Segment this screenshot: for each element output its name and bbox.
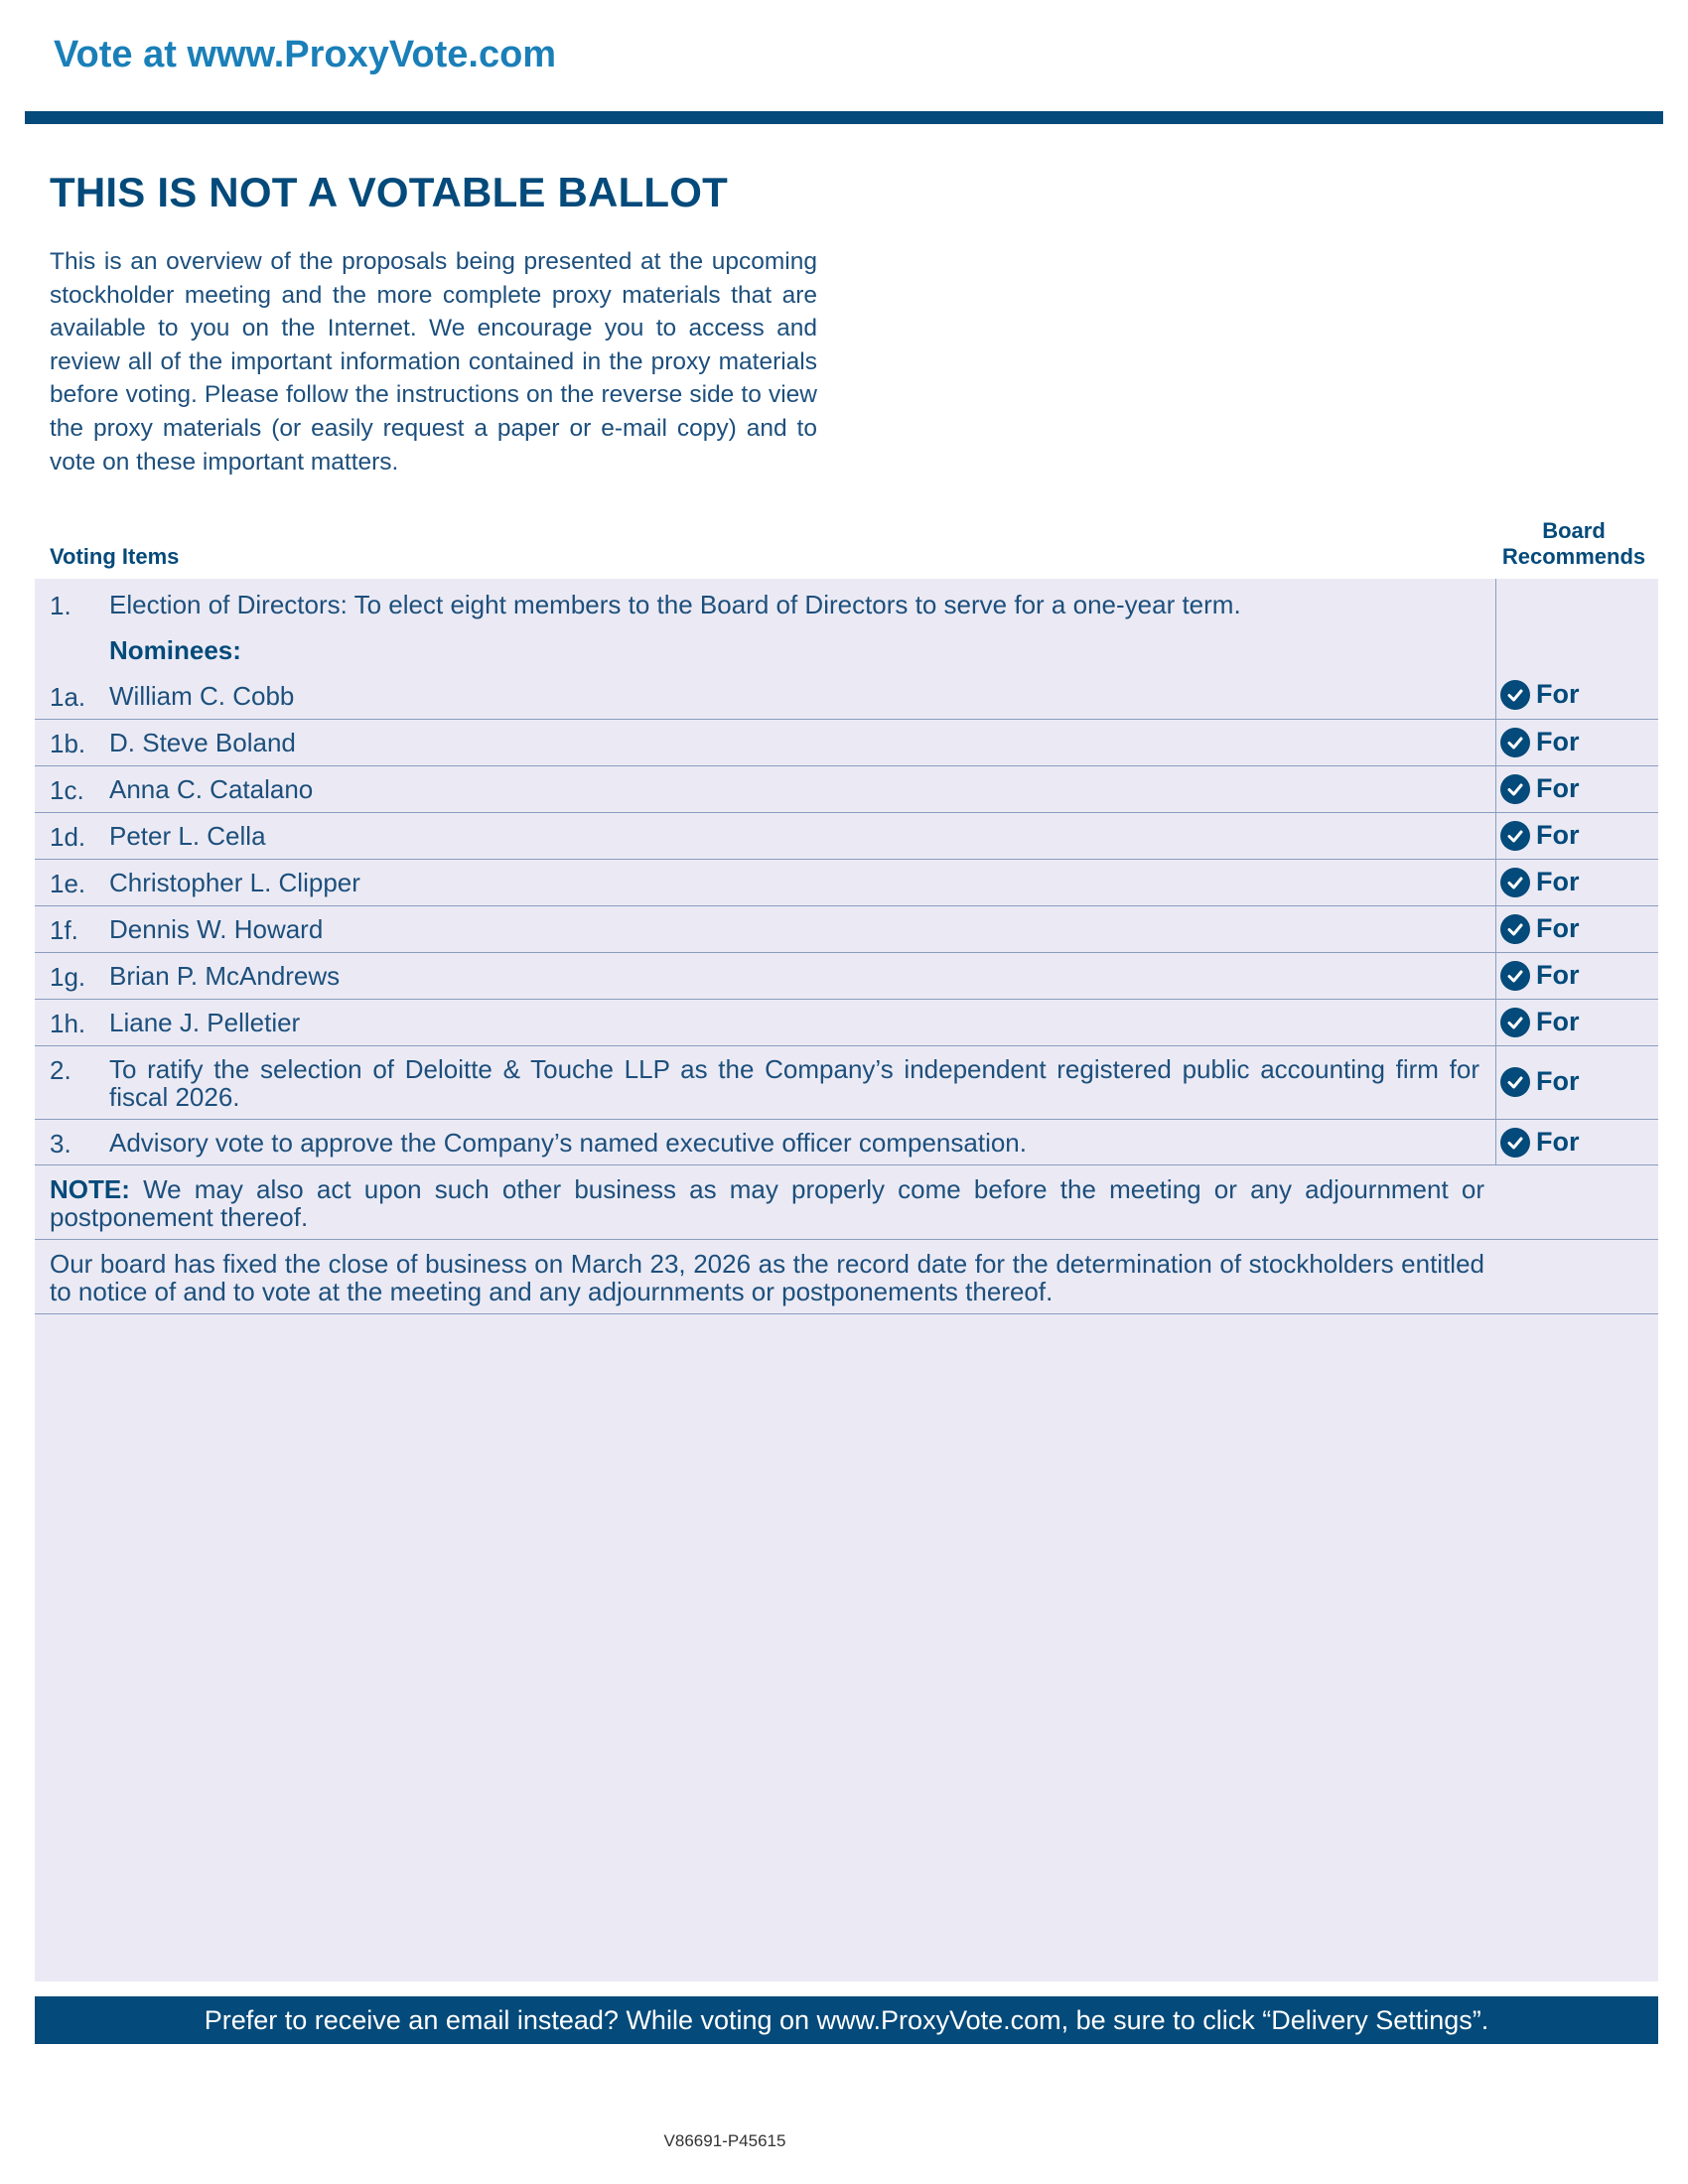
note-label: NOTE: <box>50 1174 130 1204</box>
nominee-number: 1h. <box>50 1009 86 1038</box>
proposal-number: 1. <box>50 591 71 620</box>
recommendation-label: For <box>1536 820 1580 850</box>
nominee-row <box>35 1000 1658 1046</box>
nominee-number: 1a. <box>50 682 86 712</box>
record-date-text: Our board has fixed the close of business on March 23, 2026 as the record date for the determination of stockholders entitled to notice of and to vote at the meeting and any adjournments or postponements thereof. <box>50 1249 1484 1306</box>
nominee-row <box>35 906 1658 953</box>
header-rule <box>25 111 1663 124</box>
proposal-2-row <box>35 1046 1658 1120</box>
nominees-label: Nominees: <box>109 635 241 665</box>
checkmark-icon <box>1500 821 1530 851</box>
note-row <box>35 1165 1658 1240</box>
recommendation-label: For <box>1536 867 1580 896</box>
nominee-row <box>35 720 1658 766</box>
board-recommendation <box>1500 913 1580 944</box>
document-code: V86691-P45615 <box>663 2131 786 2150</box>
board-recommendation <box>1500 1007 1580 1037</box>
delivery-settings-banner: Prefer to receive an email instead? While voting on www.ProxyVote.com, be sure to click “Delivery Settings”. <box>35 1996 1658 2044</box>
proposal-text: Election of Directors: To elect eight members to the Board of Directors to serve for a one-year term. <box>109 590 1241 619</box>
checkmark-icon <box>1500 1067 1530 1097</box>
proxyvote-link[interactable]: Vote at www.ProxyVote.com <box>54 34 557 75</box>
board-recommendation <box>1500 867 1580 897</box>
board-recommendation <box>1500 1066 1580 1097</box>
checkmark-icon <box>1500 728 1530 757</box>
nominee-name: Brian P. McAndrews <box>109 961 341 991</box>
recommendation-label: For <box>1536 679 1580 709</box>
nominee-number: 1g. <box>50 962 86 992</box>
proposal-number: 3. <box>50 1129 71 1159</box>
nominee-number: 1e. <box>50 869 86 898</box>
intro-paragraph: This is an overview of the proposals being presented at the upcoming stockholder meeting and the more complete proxy materials that are available to you on the Internet. We encourage you to access and review all of the important information contained in the proxy materials before voting. Please follow the instructions on the reverse side to view the proxy materials (or easily request a paper or e-mail copy) and to vote on these important matters. <box>50 248 817 476</box>
board-recommendation <box>1500 679 1580 710</box>
board-header-line1: Board <box>1542 518 1606 543</box>
board-header-line2: Recommends <box>1501 544 1646 569</box>
nominee-name: William C. Cobb <box>109 681 295 711</box>
proposal-text: To ratify the selection of Deloitte & Touche LLP as the Company’s independent registered public accounting firm for fiscal 2026. <box>109 1054 1479 1112</box>
nominee-number: 1c. <box>50 775 84 805</box>
checkmark-icon <box>1500 868 1530 897</box>
proposal-3-row <box>35 1120 1658 1165</box>
nominee-name: Dennis W. Howard <box>109 914 324 944</box>
board-recommendation <box>1500 820 1580 851</box>
nominee-row <box>35 766 1658 813</box>
nominee-row <box>35 860 1658 906</box>
checkmark-icon <box>1500 680 1530 710</box>
checkmark-icon <box>1500 1128 1530 1158</box>
nominee-name: Peter L. Cella <box>109 821 266 851</box>
proposal-number: 2. <box>50 1055 71 1085</box>
recommendation-label: For <box>1536 1007 1580 1036</box>
board-recommendation <box>1500 1127 1580 1158</box>
board-recommendation <box>1500 960 1580 991</box>
nominee-name: Liane J. Pelletier <box>109 1008 301 1037</box>
note-body: We may also act upon such other business as may properly come before the meeting or any adjournment or postponement thereof. <box>50 1174 1484 1232</box>
recommendation-label: For <box>1536 773 1580 803</box>
recommendation-label: For <box>1536 1066 1580 1096</box>
voting-items-header: Voting Items <box>50 544 180 569</box>
recommendation-label: For <box>1536 913 1580 943</box>
board-recommendation <box>1500 773 1580 804</box>
board-recommendation <box>1500 727 1580 757</box>
checkmark-icon <box>1500 1008 1530 1037</box>
nominee-name: D. Steve Boland <box>109 728 296 757</box>
proposal-1-row <box>35 579 1658 720</box>
nominee-number: 1f. <box>50 915 78 945</box>
nominee-number: 1d. <box>50 822 86 852</box>
recommendation-label: For <box>1536 1127 1580 1157</box>
nominee-name: Christopher L. Clipper <box>109 868 360 897</box>
checkmark-icon <box>1500 914 1530 944</box>
checkmark-icon <box>1500 774 1530 804</box>
nominee-row <box>35 813 1658 860</box>
nominee-number: 1b. <box>50 729 86 758</box>
page-title: THIS IS NOT A VOTABLE BALLOT <box>50 169 729 215</box>
board-recommends-header <box>1489 518 1658 570</box>
nominee-name: Anna C. Catalano <box>109 774 314 804</box>
recommendation-label: For <box>1536 727 1580 756</box>
record-date-row <box>35 1240 1658 1314</box>
recommendation-label: For <box>1536 960 1580 990</box>
note-text <box>50 1175 1484 1231</box>
checkmark-icon <box>1500 961 1530 991</box>
proposal-text: Advisory vote to approve the Company’s named executive officer compensation. <box>109 1128 1027 1158</box>
nominee-row <box>35 953 1658 1000</box>
